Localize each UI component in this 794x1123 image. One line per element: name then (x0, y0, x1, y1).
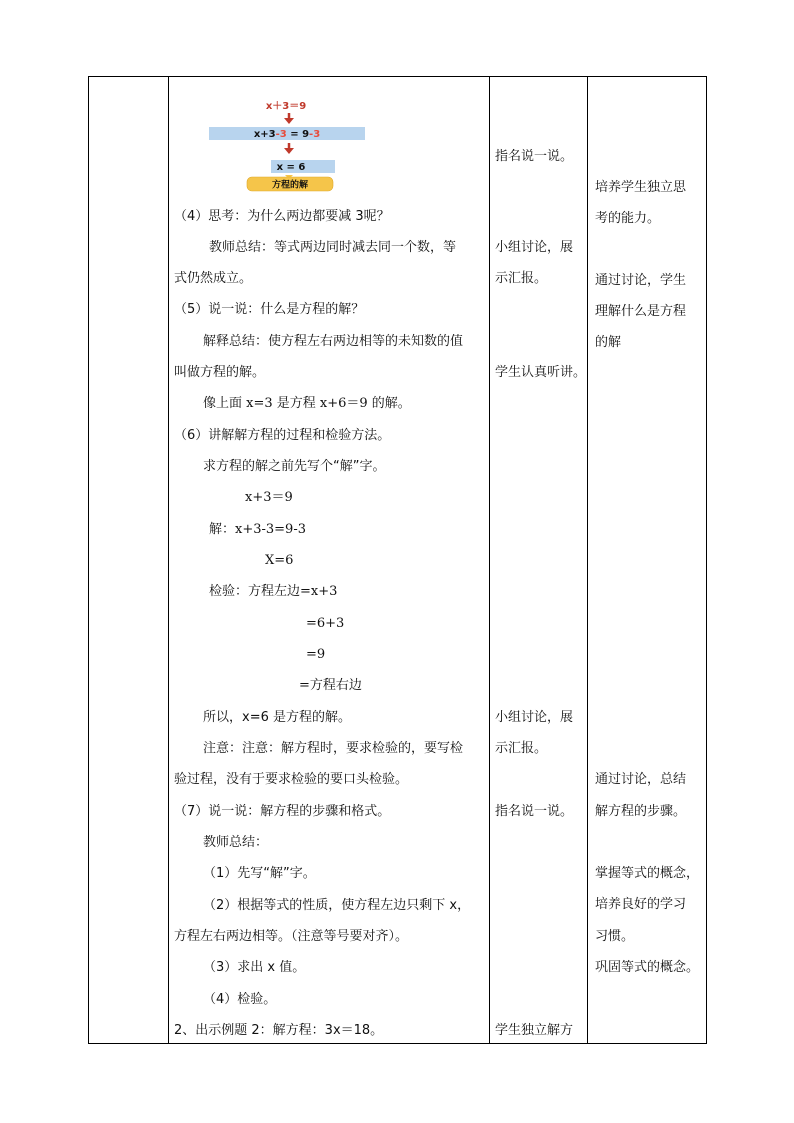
column-divider (489, 77, 490, 1043)
content-line: 方程左右两边相等。（注意等号要对齐）。 (174, 929, 409, 944)
content-line: 解释总结：使方程左右两边相等的未知数的值 (203, 334, 464, 349)
student-line: 示汇报。 (495, 741, 548, 756)
student-line: 小组讨论，展 (495, 240, 574, 255)
column-divider (168, 77, 169, 1043)
content-line: X=6 (265, 553, 294, 568)
content-line: （3）求出 x 值。 (203, 960, 306, 975)
student-line: 学生独立解方 (495, 1023, 574, 1038)
student-line: 示汇报。 (495, 271, 548, 286)
diagram-eq-top: x＋3＝9 (265, 101, 307, 112)
purpose-line: 培养良好的学习 (595, 897, 687, 912)
content-line: 求方程的解之前先写个“解”字。 (203, 459, 386, 474)
content-line: （7）说一说：解方程的步骤和格式。 (174, 804, 391, 819)
column-divider (587, 77, 588, 1043)
student-line: 指名说一说。 (495, 804, 574, 819)
content-line: 叫做方程的解。 (174, 365, 266, 380)
content-line: 像上面 x=3 是方程 x+6＝9 的解。 (203, 396, 411, 411)
content-line: 所以，x=6 是方程的解。 (203, 710, 351, 725)
content-line: 解：x+3-3=9-3 (209, 522, 306, 537)
diagram-row3: x = 6 (276, 162, 306, 173)
student-line: 小组讨论，展 (495, 710, 574, 725)
content-line: 注意：注意：解方程时，要求检验的，要写检 (203, 741, 464, 756)
content-line: 式仍然成立。 (174, 271, 253, 286)
purpose-line: 巩固等式的概念。 (595, 960, 700, 975)
diagram-callout: 方程的解 (271, 180, 309, 191)
arrow-down-icon (284, 148, 294, 154)
content-line: 教师总结：等式两边同时减去同一个数，等 (209, 240, 457, 255)
content-line: =9 (306, 647, 326, 662)
equation-diagram (209, 87, 389, 192)
purpose-line: 通过讨论，学生 (595, 273, 687, 288)
purpose-line: 掌握等式的概念， (595, 866, 700, 881)
purpose-line: 习惯。 (595, 929, 635, 944)
purpose-line: 考的能力。 (595, 211, 661, 226)
content-line: 2、出示例题 2：解方程：3x＝18。 (174, 1023, 384, 1038)
content-line: （2）根据等式的性质，使方程左边只剩下 x， (203, 898, 471, 913)
content-line: （4）检验。 (203, 992, 277, 1007)
content-line: （5）说一说：什么是方程的解？ (174, 302, 365, 317)
purpose-line: 的解 (595, 335, 622, 350)
diagram-row2: x+3-3 = 9-3 (253, 129, 321, 140)
purpose-line: 通过讨论，总结 (595, 772, 687, 787)
content-line: （1）先写“解”字。 (203, 866, 316, 881)
purpose-line: 培养学生独立思 (595, 180, 687, 195)
purpose-line: 解方程的步骤。 (595, 804, 687, 819)
content-line: 检验：方程左边=x+3 (209, 584, 338, 599)
content-line: （4）思考：为什么两边都要减 3呢？ (174, 209, 390, 224)
content-line: 教师总结： (203, 835, 269, 850)
lesson-table (88, 76, 707, 1044)
content-line: =6+3 (306, 616, 345, 631)
content-line: （6）讲解解方程的过程和检验方法。 (174, 428, 391, 443)
student-line: 学生认真听讲。 (495, 365, 587, 380)
content-line: x+3＝9 (245, 490, 293, 505)
content-line: =方程右边 (299, 678, 362, 693)
purpose-line: 理解什么是方程 (595, 304, 687, 319)
arrow-down-icon (284, 118, 294, 124)
content-line: 验过程，没有于要求检验的要口头检验。 (174, 772, 409, 787)
student-line: 指名说一说。 (495, 149, 574, 164)
